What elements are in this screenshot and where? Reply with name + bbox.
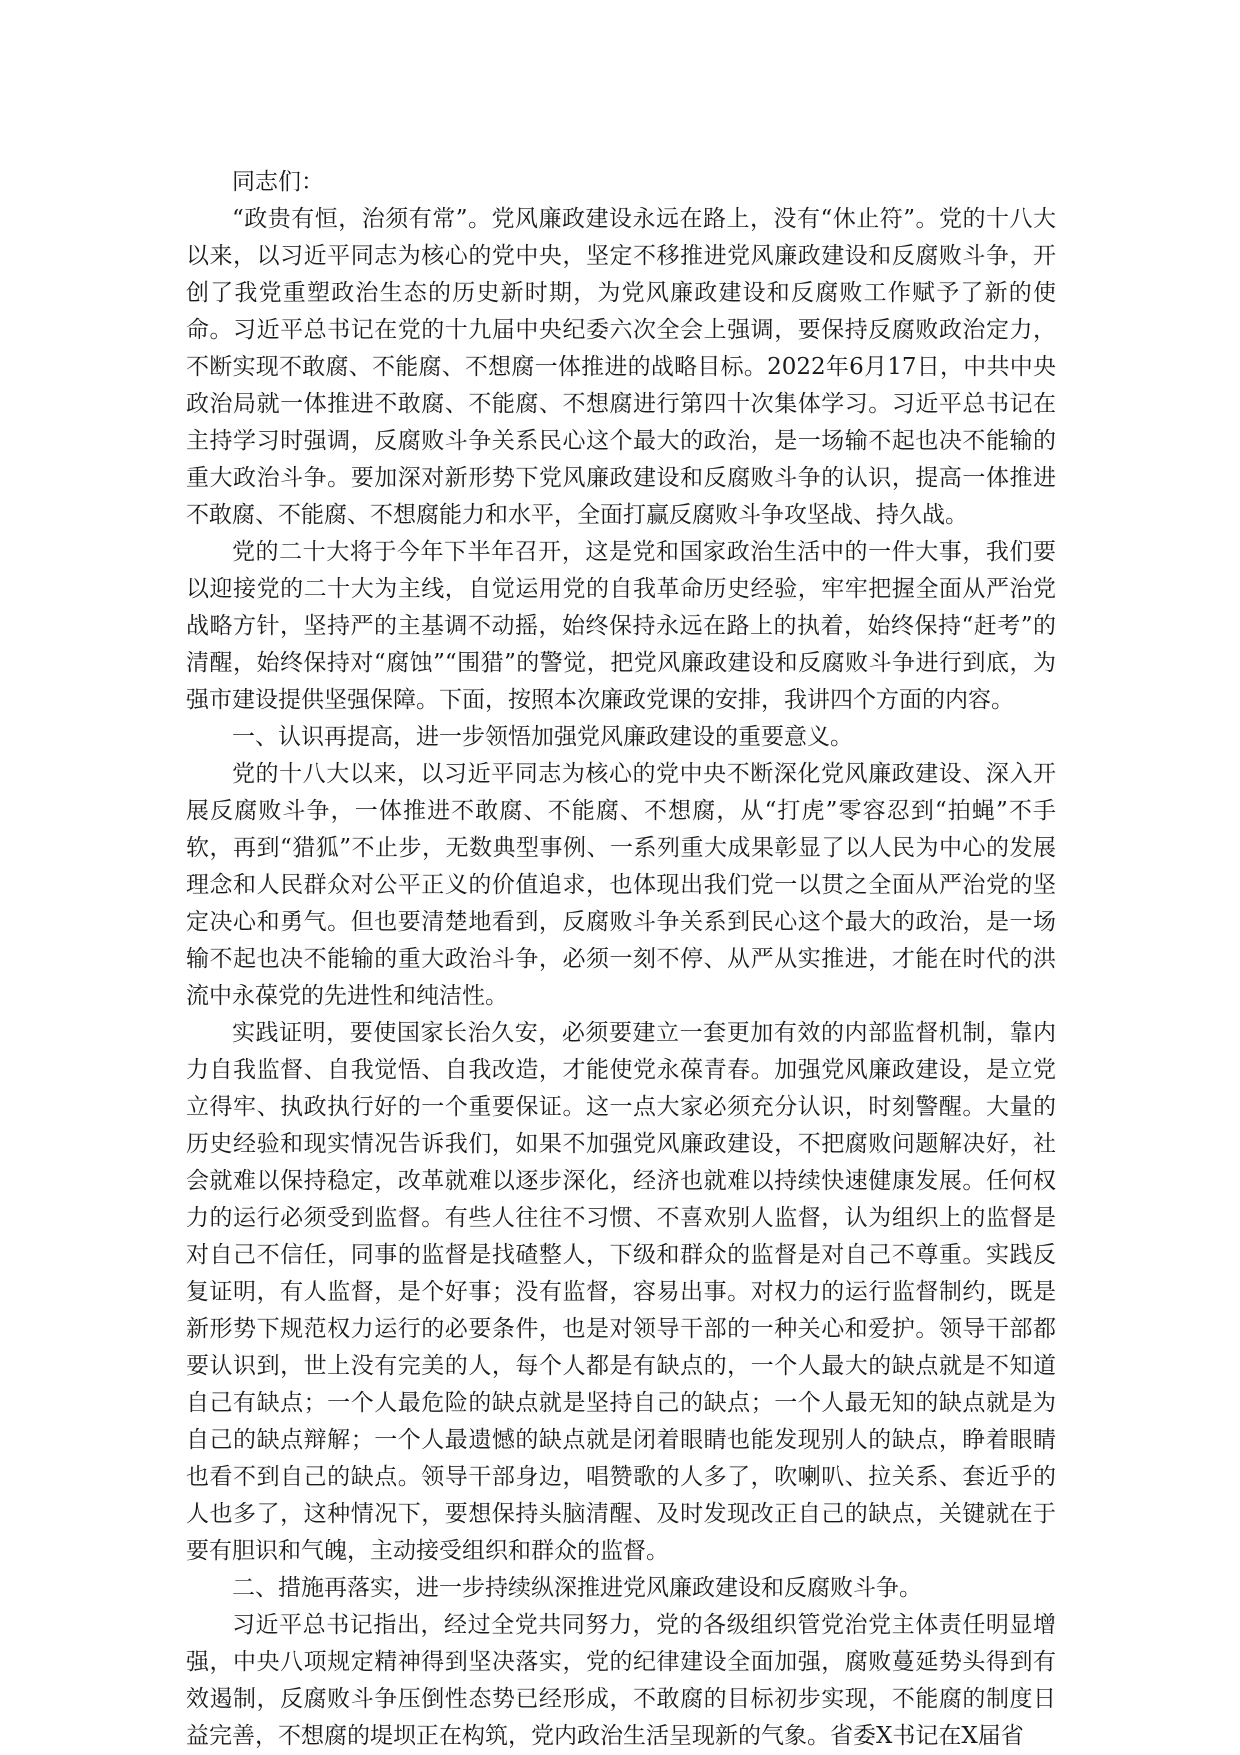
section-heading-one: 一、认识再提高，进一步领悟加强党风廉政建设的重要意义。 — [232, 724, 853, 750]
paragraph-general-secretary: 习近平总书记指出，经过全党共同努力，党的各级组织管党治党主体责任明显增强，中央八项规定精神得到坚决落实，党的纪律建设全面加强，腐败蔓延势头得到有效遏制，反腐败斗争压倒性态势已经形成，不敢腐的目标初步实现，不能腐的制度日益完善，不想腐的堤坝正在构筑，党内政治生活呈现新的气象。省委X书记在X届省 — [186, 1612, 1056, 1749]
document-body — [186, 164, 1056, 1755]
paragraph-twentieth-congress: 党的二十大将于今年下半年召开，这是党和国家政治生活中的一件大事，我们要以迎接党的二十大为主线，自觉运用党的自我革命历史经验，牢牢把握全面从严治党战略方针，坚持严的主基调不动摇，始终保持永远在路上的执着，始终保持“赶考”的清醒，始终保持对“腐蚀”“围猎”的警觉，把党风廉政建设和反腐败斗争进行到底，为强市建设提供坚强保障。下面，按照本次廉政党课的安排，我讲四个方面的内容。 — [186, 539, 1056, 713]
paragraph-intro: “政贵有恒，治须有常”。党风廉政建设永远在路上，没有“休止符”。党的十八大以来，以习近平同志为核心的党中央，坚定不移推进党风廉政建设和反腐败斗争，开创了我党重塑政治生态的历史新时期，为党风廉政建设和反腐败工作赋予了新的使命。习近平总书记在党的十九届中央纪委六次全会上强调，要保持反腐败政治定力，不断实现不敢腐、不能腐、不想腐一体推进的战略目标。2022年6月17日，中共中央政治局就一体推进不敢腐、不能腐、不想腐进行第四十次集体学习。习近平总书记在主持学习时强调，反腐败斗争关系民心这个最大的政治，是一场输不起也决不能输的重大政治斗争。要加深对新形势下党风廉政建设和反腐败斗争的认识，提高一体推进不敢腐、不能腐、不想腐能力和水平，全面打赢反腐败斗争攻坚战、持久战。 — [186, 206, 1056, 528]
section-heading-two: 二、措施再落实，进一步持续纵深推进党风廉政建设和反腐败斗争。 — [232, 1575, 922, 1601]
salutation: 同志们： — [232, 169, 324, 195]
paragraph-practice-proves: 实践证明，要使国家长治久安，必须要建立一套更加有效的内部监督机制，靠内力自我监督、自我觉悟、自我改造，才能使党永葆青春。加强党风廉政建设，是立党立得牢、执政执行好的一个重要保证。这一点大家必须充分认识，时刻警醒。大量的历史经验和现实情况告诉我们，如果不加强党风廉政建设，不把腐败问题解决好，社会就难以保持稳定，改革就难以逐步深化，经济也就难以持续快速健康发展。任何权力的运行必须受到监督。有些人往往不习惯、不喜欢别人监督，认为组织上的监督是对自己不信任，同事的监督是找碴整人，下级和群众的监督是对自己不尊重。实践反复证明，有人监督，是个好事；没有监督，容易出事。对权力的运行监督制约，既是新形势下规范权力运行的必要条件，也是对领导干部的一种关心和爱护。领导干部都要认识到，世上没有完美的人，每个人都是有缺点的，一个人最大的缺点就是不知道自己有缺点；一个人最危险的缺点就是坚持自己的缺点；一个人最无知的缺点就是为自己的缺点辩解；一个人最遗憾的缺点就是闭着眼睛也能发现别人的缺点，睁着眼睛也看不到自己的缺点。领导干部身边，唱赞歌的人多了，吹喇叭、拉关系、套近乎的人也多了，这种情况下，要想保持头脑清醒、及时发现改正自己的缺点，关键就在于要有胆识和气魄，主动接受组织和群众的监督。 — [186, 1020, 1056, 1564]
paragraph-eighteenth-congress: 党的十八大以来，以习近平同志为核心的党中央不断深化党风廉政建设、深入开展反腐败斗争，一体推进不敢腐、不能腐、不想腐，从“打虎”零容忍到“拍蝇”不手软，再到“猎狐”不止步，无数典型事例、一系列重大成果彰显了以人民为中心的发展理念和人民群众对公平正义的价值追求，也体现出我们党一以贯之全面从严治党的坚定决心和勇气。但也要清楚地看到，反腐败斗争关系到民心这个最大的政治，是一场输不起也决不能输的重大政治斗争，必须一刻不停、从严从实推进，才能在时代的洪流中永葆党的先进性和纯洁性。 — [186, 761, 1056, 1009]
